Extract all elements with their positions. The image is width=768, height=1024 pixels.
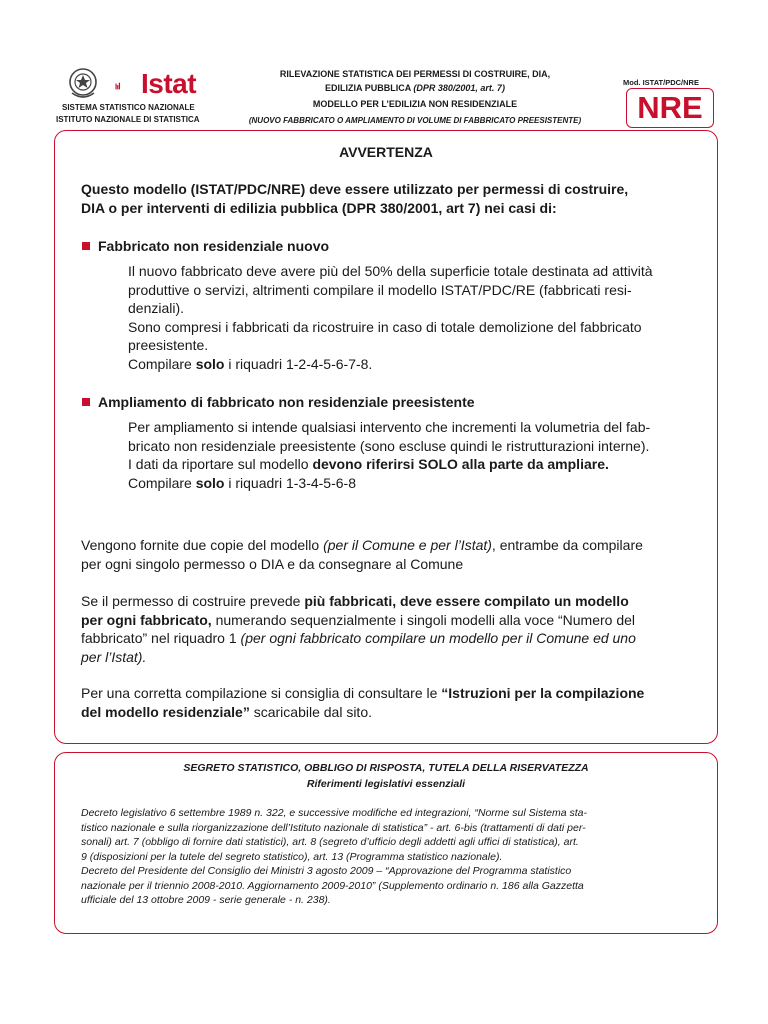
- multi-line2: per ogni fabbricato, numerando sequenzialmente i singoli modelli alla voce “Numero del: [81, 612, 636, 628]
- model-code-label: Mod. ISTAT/PDC/NRE: [623, 78, 699, 87]
- copies-line2: per ogni singolo permesso o DIA e da consegnare al Comune: [81, 556, 464, 572]
- model-badge-text: NRE: [637, 90, 703, 125]
- privacy-text-line: tistico nazionale e sulla riorganizzazione dell’Istituto nazionale di statistica” - art. 6-bis (trattamenti di dati per-: [81, 822, 586, 834]
- header-title-line1: RILEVAZIONE STATISTICA DEI PERMESSI DI COSTRUIRE, DIA,: [279, 69, 551, 79]
- case1-line5: preesistente.: [128, 337, 209, 353]
- italian-republic-emblem-icon: [67, 66, 99, 102]
- notice-intro-line2: DIA o per interventi di edilizia pubblica (DPR 380/2001, art 7) nei casi di:: [81, 200, 557, 216]
- case1-line1: Il nuovo fabbricato deve avere più del 50% della superficie totale destinata ad attività: [128, 263, 653, 279]
- multi-line1: Se il permesso di costruire prevede più fabbricati, deve essere compilato un modello: [81, 593, 629, 609]
- case2-line4: Compilare solo i riquadri 1-3-4-5-6-8: [128, 475, 356, 491]
- case1-line2: produttive o servizi, altrimenti compilare il modello ISTAT/PDC/RE (fabbricati resi-: [128, 282, 632, 298]
- privacy-text-line: sonali) art. 7 (obbligo di fornire dati statistici), art. 8 (segreto d’ufficio degli addetti agli uffici di statistica), art.: [81, 836, 579, 848]
- istat-logo-icon: [115, 70, 139, 102]
- case1-heading: Fabbricato non residenziale nuovo: [98, 238, 330, 254]
- istat-logo-text: Istat: [141, 68, 197, 99]
- privacy-text-line: Decreto del Presidente del Consiglio dei Ministri 3 agosto 2009 – “Approvazione del Programma statistico: [81, 865, 572, 877]
- advice-line2: del modello residenziale” scaricabile dal sito.: [81, 704, 372, 720]
- privacy-title: SEGRETO STATISTICO, OBBLIGO DI RISPOSTA, TUTELA DELLA RISERVATEZZA: [183, 762, 589, 774]
- notice-title: AVVERTENZA: [339, 144, 433, 160]
- privacy-text-line: 9 (disposizioni per la tutele del segreto statistico), art. 13 (Programma statistico nazionale).: [81, 851, 503, 863]
- header-model-title: MODELLO PER L’EDILIZIA NON RESIDENZIALE: [312, 99, 518, 109]
- multi-line4: per l’Istat).: [81, 649, 147, 665]
- bullet-square-icon: [82, 242, 90, 250]
- multi-line3: fabbricato” nel riquadro 1 (per ogni fabbricato compilare un modello per il Comune ed uno: [81, 630, 636, 646]
- privacy-subtitle: Riferimenti legislativi essenziali: [306, 778, 466, 790]
- privacy-text-line: Decreto legislativo 6 settembre 1989 n. 322, e successive modifiche ed integrazioni, “Norme sul Sistema sta-: [81, 807, 587, 819]
- case1-line4: Sono compresi i fabbricati da ricostruire in caso di totale demolizione del fabbricato: [128, 319, 642, 335]
- case2-heading: Ampliamento di fabbricato non residenziale preesistente: [98, 394, 475, 410]
- privacy-text-line: ufficiale del 13 ottobre 2009 - serie generale - n. 238).: [81, 894, 331, 906]
- advice-line1: Per una corretta compilazione si consiglia di consultare le “Istruzioni per la compilazione: [81, 685, 645, 701]
- notice-intro-line1: Questo modello (ISTAT/PDC/NRE) deve essere utilizzato per permessi di costruire,: [81, 181, 629, 197]
- bullet-square-icon: [82, 398, 90, 406]
- case1-line6: Compilare solo i riquadri 1-2-4-5-6-7-8.: [128, 356, 373, 372]
- header-model-subtitle: (NUOVO FABBRICATO O AMPLIAMENTO DI VOLUME DI FABBRICATO PREESISTENTE): [248, 116, 582, 125]
- privacy-text-line: nazionale per il triennio 2008-2010. Aggiornamento 2009-2010” (Supplemento ordinario n. 186 alla Gazzetta: [81, 880, 584, 892]
- org-name-sistan: SISTEMA STATISTICO NAZIONALE: [62, 103, 195, 112]
- org-name-istat: ISTITUTO NAZIONALE DI STATISTICA: [56, 115, 200, 124]
- case2-line2: bricato non residenziale preesistente (sono escluse quindi le ristrutturazioni interne).: [128, 438, 650, 454]
- header-title-line2: EDILIZIA PUBBLICA (DPR 380/2001, art. 7): [325, 83, 505, 93]
- case1-line3: denziali).: [128, 300, 185, 316]
- case2-line1: Per ampliamento si intende qualsiasi intervento che incrementi la volumetria del fab-: [128, 419, 651, 435]
- case2-line3: I dati da riportare sul modello devono riferirsi SOLO alla parte da ampliare.: [128, 456, 609, 472]
- model-badge: [626, 88, 714, 128]
- copies-line1: Vengono fornite due copie del modello (per il Comune e per l’Istat), entrambe da compilare: [81, 537, 643, 553]
